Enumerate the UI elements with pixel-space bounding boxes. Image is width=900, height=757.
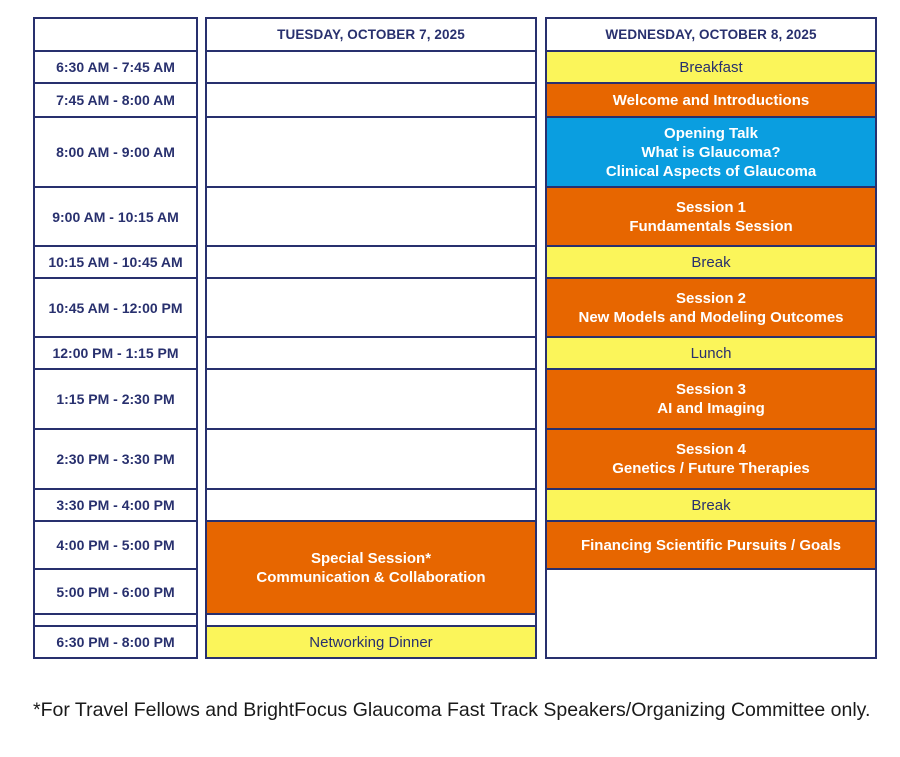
- time-slot: 8:00 AM - 9:00 AM: [33, 116, 198, 188]
- time-slot: 10:15 AM - 10:45 AM: [33, 245, 198, 279]
- event-line: AI and Imaging: [657, 400, 765, 417]
- time-slot: 7:45 AM - 8:00 AM: [33, 82, 198, 118]
- tuesday-empty-slot: [205, 116, 537, 188]
- tuesday-empty-slot: [205, 82, 537, 118]
- header-time-cell: [33, 17, 198, 52]
- event-line: Opening Talk: [664, 124, 758, 142]
- event-line: Financing Scientific Pursuits / Goals: [580, 536, 842, 554]
- event-line: Communication & Collaboration: [256, 568, 486, 586]
- tuesday-empty-slot: [205, 277, 537, 338]
- event-line: Special Session*: [310, 549, 432, 567]
- tuesday-empty-slot: [205, 488, 537, 522]
- event-line: Fundamentals Session: [629, 217, 793, 235]
- event-financing: [545, 520, 877, 570]
- event-line: Breakfast: [679, 58, 743, 76]
- header-tuesday: TUESDAY, OCTOBER 7, 2025: [205, 17, 537, 52]
- tuesday-empty-slot: [205, 50, 537, 84]
- time-slot: 3:30 PM - 4:00 PM: [33, 488, 198, 522]
- wednesday-empty-slot: [545, 568, 877, 659]
- event-line: What is Glaucoma?: [641, 143, 781, 161]
- time-slot: 9:00 AM - 10:15 AM: [33, 186, 198, 247]
- event-special-session: [205, 520, 537, 615]
- event-line: Genetics / Future Therapies: [612, 460, 810, 477]
- header-wednesday: WEDNESDAY, OCTOBER 8, 2025: [545, 17, 877, 52]
- time-slot: 2:30 PM - 3:30 PM: [33, 428, 198, 490]
- event-line: Session 1: [675, 198, 747, 216]
- event-session-2: [545, 277, 877, 338]
- event-session-1: [545, 186, 877, 247]
- time-slot: 12:00 PM - 1:15 PM: [33, 336, 198, 370]
- event-line: Welcome and Introductions: [612, 91, 810, 109]
- event-line: Clinical Aspects of Glaucoma: [605, 162, 817, 180]
- event-line: Networking Dinner: [309, 633, 433, 651]
- tuesday-empty-slot: [205, 186, 537, 247]
- event-opening-talk: [545, 116, 877, 188]
- tuesday-empty-slot: [205, 245, 537, 279]
- event-session-4: [545, 428, 877, 490]
- event-breakfast: [545, 50, 877, 84]
- time-slot: 5:00 PM - 6:00 PM: [33, 568, 198, 615]
- tuesday-empty-slot: [205, 368, 537, 430]
- event-line: Break: [691, 253, 731, 271]
- time-slot: 1:15 PM - 2:30 PM: [33, 368, 198, 430]
- event-break: [545, 245, 877, 279]
- event-welcome: [545, 82, 877, 118]
- event-line: Break: [691, 496, 731, 514]
- event-line: Session 2: [675, 289, 747, 307]
- event-line: Session 4: [675, 441, 747, 458]
- time-slot: 10:45 AM - 12:00 PM: [33, 277, 198, 338]
- footnote: *For Travel Fellows and BrightFocus Glaucoma Fast Track Speakers/Organizing Committee only.: [33, 699, 871, 721]
- event-session-3: [545, 368, 877, 430]
- event-line: Session 3: [675, 381, 747, 398]
- event-networking-dinner: [205, 625, 537, 659]
- tuesday-empty-slot: [205, 336, 537, 370]
- event-line: Lunch: [690, 344, 732, 362]
- time-slot: 4:00 PM - 5:00 PM: [33, 520, 198, 570]
- event-line: New Models and Modeling Outcomes: [578, 308, 844, 326]
- time-slot: 6:30 PM - 8:00 PM: [33, 625, 198, 659]
- event-lunch: [545, 336, 877, 370]
- tuesday-empty-slot: [205, 428, 537, 490]
- time-slot: 6:30 AM - 7:45 AM: [33, 50, 198, 84]
- event-break: [545, 488, 877, 522]
